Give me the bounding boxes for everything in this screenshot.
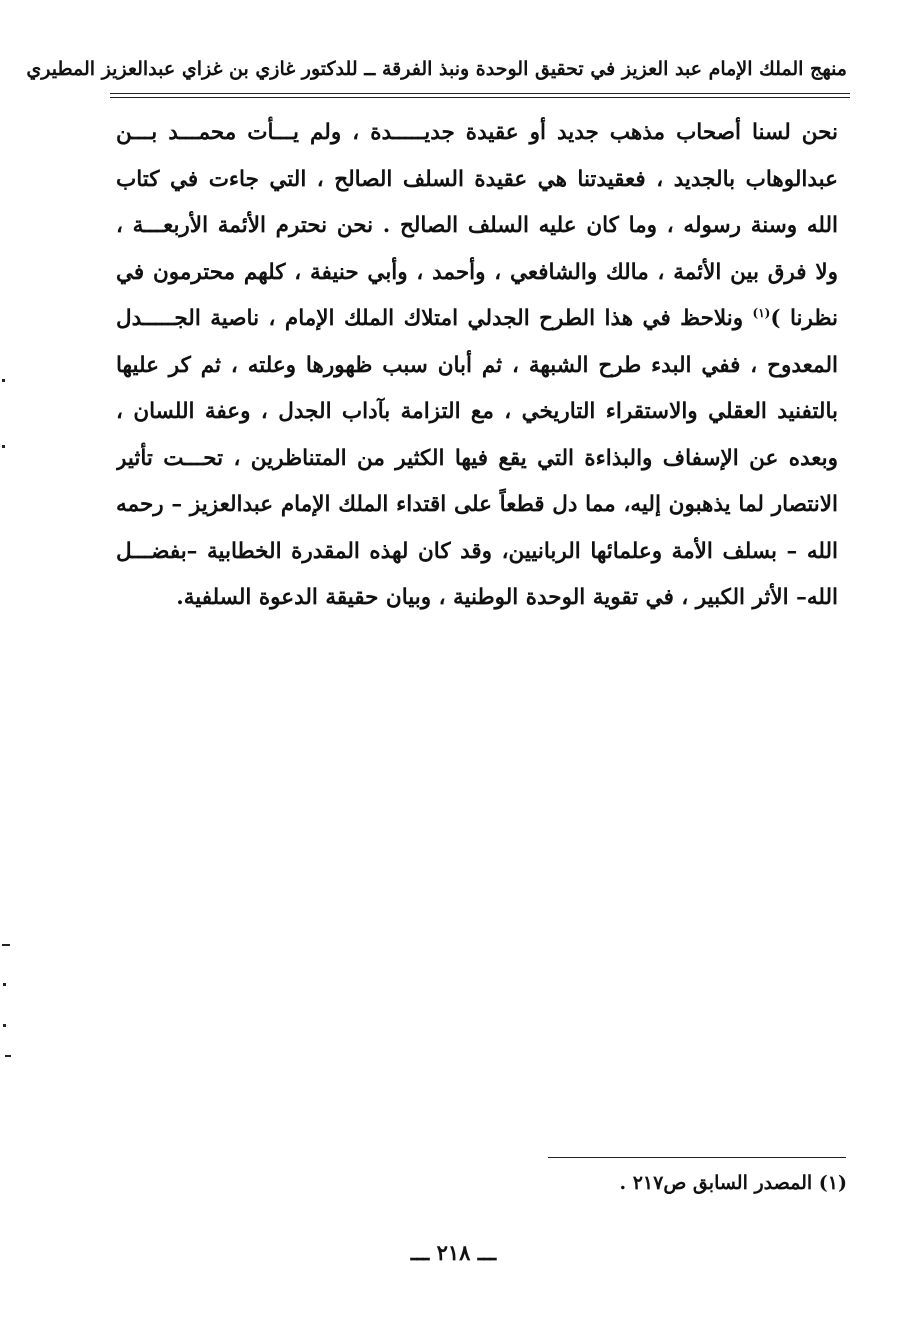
scan-speck — [5, 1055, 11, 1057]
text-line-with-footnote — [116, 296, 838, 343]
text-line: ولا فرق بين الأئمة ، مالك والشافعي ، وأحمد ، وأبي حنيفة ، كلهم محترمون في — [116, 259, 838, 285]
running-header: منهج الملك الإمام عبد العزيز في تحقيق الوحدة ونبذ الفرقة ــ للدكتور غازي بن غزاي عبدالعزيز المطيري — [26, 58, 847, 80]
text-line: وبعده عن الإسفاف والبذاءة التي يقع فيها الكثير من المتناظرين ، تحـــت تأثير — [116, 445, 838, 471]
text-line: الله– الأثر الكبير ، في تقوية الوحدة الوطنية ، وبيان حقيقة الدعوة السلفية. — [176, 585, 838, 610]
text-line: الانتصار لما يذهبون إليه، مما دل قطعاً على اقتداء الملك الإمام عبدالعزيز – رحمه — [116, 492, 838, 517]
footnote-marker: (١) — [752, 305, 771, 320]
header-rule — [110, 93, 850, 94]
text-line: بالتفنيد العقلي والاستقراء التاريخي ، مع التزامة بآداب الجدل ، وعفة اللسان ، — [116, 399, 838, 424]
text-line-continued: ونلاحظ في هذا الطرح الجدلي امتلاك الملك الإمام ، ناصية الجـــــدل — [116, 306, 753, 331]
text-line: المعدوح ، ففي البدء طرح الشبهة ، ثم أبان سبب ظهورها وعلته ، ثم كر عليها — [116, 352, 838, 378]
text-line: الله – بسلف الأمة وعلمائها الربانيين، وقد كان لهذه المقدرة الخطابية –بفضـــل — [116, 538, 838, 564]
text-line: عبدالوهاب بالجديد ، فعقيدتنا هي عقيدة السلف الصالح ، التي جاءت في كتاب — [116, 166, 838, 192]
footnote-rule — [548, 1157, 846, 1158]
text-line-start: نظرنا ) — [770, 306, 838, 331]
scan-speck — [3, 983, 6, 986]
scan-speck — [2, 379, 5, 382]
footnote: (١) المصدر السابق ص٢١٧ . — [619, 1172, 847, 1194]
text-line: نحن لسنا أصحاب مذهب جديد أو عقيدة جديـــــدة ، ولم يـــأت محمـــد بـــن — [116, 120, 838, 145]
header-rule-secondary — [110, 97, 850, 98]
scan-speck — [3, 1024, 6, 1027]
scan-speck — [2, 944, 10, 946]
scan-speck — [2, 445, 5, 448]
body-text — [116, 110, 838, 622]
page-number: ـــ ٢١٨ ـــ — [410, 1240, 497, 1265]
text-line: الله وسنة رسوله ، وما كان عليه السلف الصالح . نحن نحترم الأئمة الأربعـــة ، — [116, 213, 838, 238]
